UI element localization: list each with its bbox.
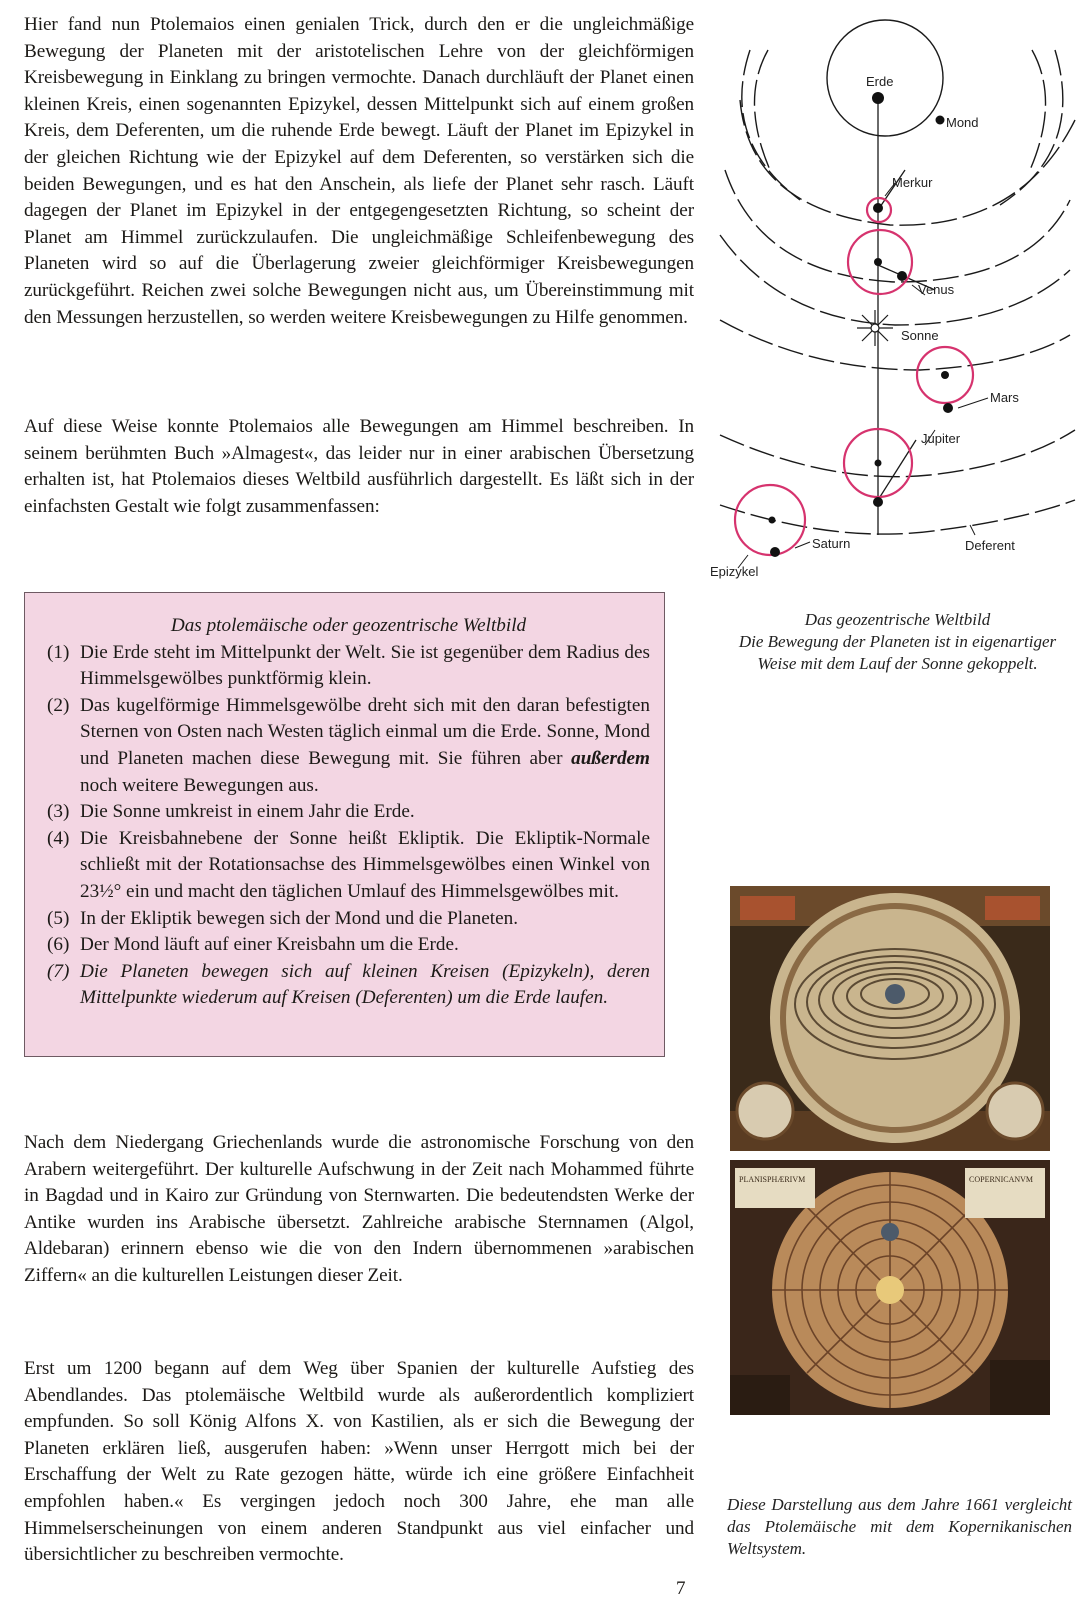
emphasis-ausserdem: außerdem xyxy=(571,747,650,769)
summary-item-5: (5) In der Ekliptik bewegen sich der Mond und die Planeten. xyxy=(47,907,519,929)
jupiter-dot xyxy=(873,497,883,507)
jupiter-center-dot xyxy=(875,460,882,467)
alfons-paragraph: Erst um 1200 begann auf dem Weg über Spanien der kulturelle Aufstieg des Abendlandes. Das ptolemäische Weltbild wurde als außerordentlich kompliziert empfunden. So soll König Alfons X. von Kastilien, als er sich die Bewegung der Planeten erklären ließ, ausgerufen haben: »Wenn unser Herrgott mich bei der Erschaffung der Welt zu Rate gezogen hätte, würde ich eine größere Einfachheit empfohlen haben.« Es vergingen jedoch noch 300 Jahre, ehe man alle Himmelserscheinungen von einem anderen Standpunkt aus viel einfacher und übersichtlicher zu beschreiben vermochte. xyxy=(24,1358,694,1566)
mars-center-dot xyxy=(941,371,949,379)
label-venus: Venus xyxy=(918,282,955,297)
merkur-dot xyxy=(873,203,883,213)
diagram-caption-text: Die Bewegung der Planeten ist in eigenartiger Weise mit dem Lauf der Sonne gekoppelt. xyxy=(738,632,1057,673)
label-sonne: Sonne xyxy=(901,328,939,343)
ptolemaic-plate-image xyxy=(730,886,1050,1151)
plate-left-lettering: PLANISPHÆRIVM xyxy=(739,1175,806,1184)
saturn-center-dot xyxy=(769,517,776,524)
saturn-dot xyxy=(770,547,780,557)
label-jupiter: Jupiter xyxy=(921,431,961,446)
label-mars: Mars xyxy=(990,390,1019,405)
summary-box xyxy=(24,592,665,1057)
label-leaders xyxy=(738,183,988,568)
mars-dot xyxy=(943,403,953,413)
diagram-caption xyxy=(725,609,1070,675)
summary-item-4: (4) Die Kreisbahnebene der Sonne heißt Ekliptik. Die Ekliptik-Normale schließt mit der Rotationsachse des Himmelsgewölbes einen Winkel von 23½° ein und macht den täglichen Umlauf des Himmelsgewölbes mit. xyxy=(47,827,650,902)
plate-right-lettering: COPERNICANVM xyxy=(969,1175,1034,1184)
arabic-paragraph: Nach dem Niedergang Griechenlands wurde die astronomische Forschung von den Arabern weitergeführt. Der kulturelle Aufschwung in der Zeit nach Mohammed führte in Bagdad und in Kairo zur Gründung von Sternwarten. Die bedeutendsten Werke der Antike wurden ins Arabische übersetzt. Zahlreiche arabische Sternnamen (Algol, Aldebaran) erinnern ebenso wie die von den Indern übernommenen »arabischen Ziffern« an die kulturellen Leistungen dieser Zeit. xyxy=(24,1132,694,1286)
venus-center-dot xyxy=(874,258,882,266)
label-erde: Erde xyxy=(866,74,894,89)
label-mond: Mond xyxy=(946,115,979,130)
geocentric-diagram xyxy=(710,20,1080,600)
moon-dot xyxy=(936,116,945,125)
sun-icon xyxy=(857,310,893,346)
label-deferent: Deferent xyxy=(965,538,1015,553)
photo-caption: Diese Darstellung aus dem Jahre 1661 vergleicht das Ptolemäische mit dem Kopernikanischen Weltsystem. xyxy=(727,1495,1072,1558)
summary-item-2: (2) Das kugelförmige Himmelsgewölbe dreht sich mit den daran befestigten Sternen von Osten nach Westen täglich einmal um die Erde. Sonne, Mond und Planeten machen diese Bewegung mit. Sie führen aber außerdem noch weitere Bewegungen aus. xyxy=(47,694,650,796)
summary-item-1: (1) Die Erde steht im Mittelpunkt der Welt. Sie ist gegenüber dem Radius des Himmelsgewölbes punktförmig klein. xyxy=(47,641,650,690)
epicycles xyxy=(735,198,973,555)
copernican-plate-image xyxy=(730,1160,1050,1415)
label-saturn: Saturn xyxy=(812,536,851,551)
page-number: 7 xyxy=(676,1578,686,1599)
summary-item-7: (7) Die Planeten bewegen sich auf kleinen Kreisen (Epizykeln), deren Mittelpunkte wiederum auf Kreisen (Deferenten) um die Erde laufen. xyxy=(47,960,650,1009)
almagest-paragraph: Auf diese Weise konnte Ptolemaios alle Bewegungen am Himmel beschreiben. In seinem berühmten Buch »Almagest«, das leider nur in einer arabischen Übersetzung erhalten ist, hat Ptolemaios dieses Weltbild ausführlich dargestellt. Es läßt sich in der einfachsten Gestalt wie folgt zusammenfassen: xyxy=(24,416,694,517)
label-epizykel: Epizykel xyxy=(710,564,759,579)
summary-list xyxy=(47,640,650,1012)
summary-item-3: (3) Die Sonne umkreist in einem Jahr die Erde. xyxy=(47,801,415,823)
intro-paragraph: Hier fand nun Ptolemaios einen genialen Trick, durch den er die ungleichmäßige Bewegung der Planeten mit der aristotelischen Lehre von der gleichförmigen Kreisbewegung in Einklang zu bringen vermochte. Danach durchläuft der Planet einen kleinen Kreis, einen sogenannten Epizykel, dessen Mittelpunkt sich auf einem großen Kreis, dem Deferenten, um die ruhende Erde bewegt. Läuft der Planet im Epizykel in der gleichen Richtung wie der Epizykel auf dem Deferenten, so verstärken sich die beiden Bewegungen, und es hat den Anschein, als liefe der Planet sehr rasch. Läuft dagegen der Planet im Epizykel in der entgegengesetzten Richtung, so scheint der Planet am Himmel zurückzulaufen. Die ungleichmäßige Schleifenbewegung des Planeten wird so auf die Überlagerung zweier gleichförmiger Kreisbewegungen zurückgeführt. Reichen zwei solche Bewegungen nicht aus, um Übereinstimmung mit den Messungen herzustellen, so werden weitere Kreisbewegungen zu Hilfe genommen. xyxy=(24,14,694,328)
venus-dot xyxy=(897,271,907,281)
deferent-arcs xyxy=(720,50,1075,534)
summary-box-title: Das ptolemäische oder geozentrische Weltbild xyxy=(170,615,527,636)
earth-dot xyxy=(872,92,884,104)
summary-item-6: (6) Der Mond läuft auf einer Kreisbahn um die Erde. xyxy=(47,934,459,956)
label-merkur: Merkur xyxy=(892,175,933,190)
diagram-caption-title: Das geozentrische Weltbild xyxy=(804,610,991,629)
